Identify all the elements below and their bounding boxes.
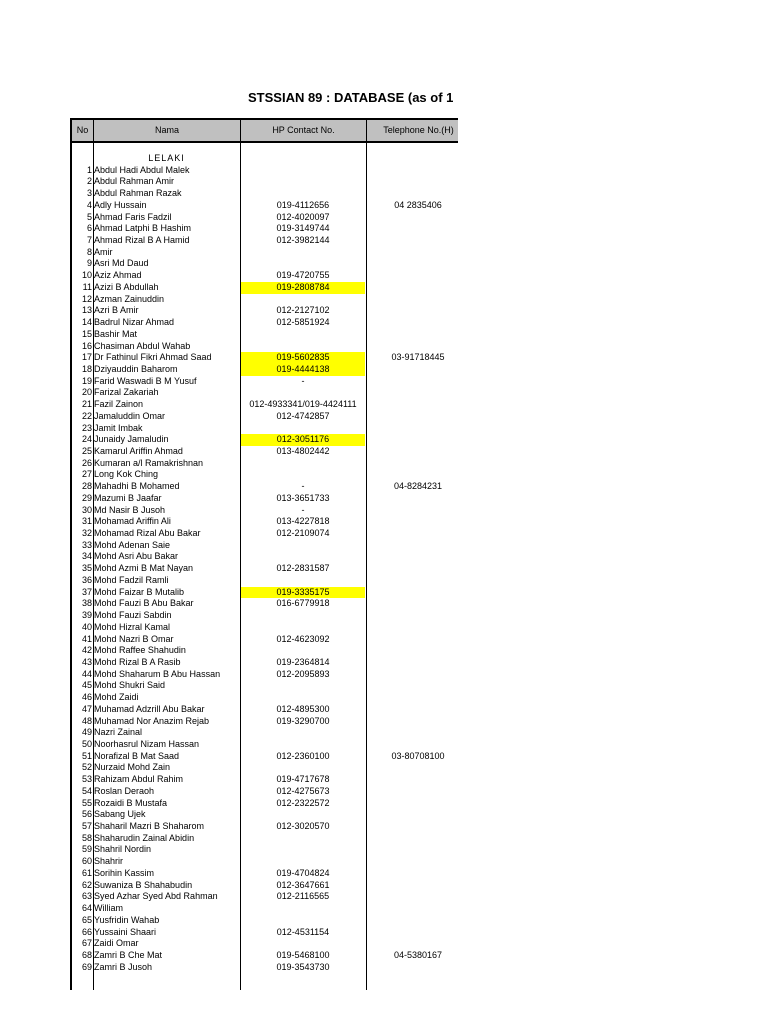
row-number: 33	[81, 539, 92, 550]
row-name: Bashir Mat	[94, 328, 138, 339]
table-row	[70, 844, 458, 856]
table-row	[70, 856, 458, 868]
row-number: 32	[81, 528, 92, 539]
table-row	[70, 751, 458, 763]
row-number: 24	[81, 434, 92, 445]
row-number: 36	[81, 574, 92, 585]
row-number: 61	[81, 867, 92, 878]
row-hp-contact: 012-2109074	[276, 528, 330, 539]
table-row	[70, 387, 458, 399]
row-name: Mazumi B Jaafar	[94, 492, 162, 503]
row-name: Zamri B Jusoh	[94, 961, 153, 972]
row-hp-contact: 019-3543730	[276, 961, 330, 972]
row-name: Mohd Asri Abu Bakar	[94, 551, 179, 562]
row-number: 3	[86, 188, 92, 199]
table-row	[70, 352, 458, 364]
row-name: Rozaidi B Mustafa	[94, 797, 168, 808]
row-name: Azri B Amir	[94, 305, 139, 316]
row-number: 27	[81, 469, 92, 480]
row-number: 17	[81, 352, 92, 363]
row-hp-contact: 013-3651733	[276, 492, 330, 503]
row-name: Ahmad Rizal B A Hamid	[94, 235, 190, 246]
table-row	[70, 634, 458, 646]
row-name: Dr Fathinul Fikri Ahmad Saad	[94, 352, 212, 363]
row-name: Badrul Nizar Ahmad	[94, 317, 175, 328]
row-number: 6	[86, 223, 92, 234]
table-row	[70, 458, 458, 470]
row-name: Fazil Zainon	[94, 399, 144, 410]
table-row	[70, 880, 458, 892]
row-number: 52	[81, 762, 92, 773]
row-name: Mohd Adenan Saie	[94, 539, 171, 550]
row-hp-contact: 012-4020097	[276, 211, 330, 222]
table-row	[70, 598, 458, 610]
table-row	[70, 282, 458, 294]
row-hp-contact: -	[301, 375, 305, 386]
row-name: Mohd Hizral Kamal	[94, 621, 171, 632]
table-row	[70, 762, 458, 774]
table-row	[70, 645, 458, 657]
row-name: Rahizam Abdul Rahim	[94, 774, 184, 785]
row-number: 29	[81, 492, 92, 503]
table-row	[70, 727, 458, 739]
row-name: Roslan Deraoh	[94, 785, 155, 796]
row-hp-contact: 012-4742857	[276, 410, 330, 421]
table-row	[70, 669, 458, 681]
table-row	[70, 680, 458, 692]
row-number: 66	[81, 926, 92, 937]
row-number: 23	[81, 422, 92, 433]
table-row	[70, 247, 458, 259]
row-hp-contact: 016-6779918	[276, 598, 330, 609]
table-row	[70, 915, 458, 927]
row-name: Mohd Faizar B Mutalib	[94, 586, 185, 597]
row-hp-contact: 019-3335175	[241, 587, 365, 599]
row-name: Mohd Raffee Shahudin	[94, 645, 186, 656]
row-hp-contact: 012-4623092	[276, 633, 330, 644]
table-row	[70, 212, 458, 224]
row-number: 39	[81, 610, 92, 621]
row-telephone: 04 2835406	[394, 199, 442, 210]
row-number: 7	[86, 235, 92, 246]
table-row	[70, 891, 458, 903]
row-name: Mohd Rizal B A Rasib	[94, 656, 181, 667]
row-number: 5	[86, 211, 92, 222]
row-hp-contact: 019-4704824	[276, 867, 330, 878]
row-name: Mohd Fauzi B Abu Bakar	[94, 598, 194, 609]
row-number: 31	[81, 516, 92, 527]
row-number: 47	[81, 703, 92, 714]
row-name: Yussaini Shaari	[94, 926, 157, 937]
row-number: 8	[86, 246, 92, 257]
row-number: 56	[81, 809, 92, 820]
table-row	[70, 411, 458, 423]
row-number: 43	[81, 656, 92, 667]
table-row	[70, 938, 458, 950]
row-number: 45	[81, 680, 92, 691]
column-header-nama: Nama	[93, 120, 240, 141]
table-row	[70, 809, 458, 821]
table-row	[70, 704, 458, 716]
row-number: 58	[81, 832, 92, 843]
table-row	[70, 270, 458, 282]
table-row	[70, 774, 458, 786]
column-header-no: No	[70, 120, 93, 141]
column-header-telephone: Telephone No.(H)	[366, 120, 458, 141]
row-number: 18	[81, 363, 92, 374]
row-number: 53	[81, 774, 92, 785]
table-row	[70, 188, 458, 200]
row-number: 28	[81, 481, 92, 492]
table-row	[70, 798, 458, 810]
table-row	[70, 317, 458, 329]
row-name: Mohd Shaharum B Abu Hassan	[94, 668, 221, 679]
row-hp-contact: 012-5851924	[276, 317, 330, 328]
row-hp-contact: 012-4275673	[276, 785, 330, 796]
table-row	[70, 821, 458, 833]
row-name: Shaharil Mazri B Shaharom	[94, 821, 205, 832]
table-row	[70, 833, 458, 845]
table-row	[70, 200, 458, 212]
row-name: Mohamad Ariffin Ali	[94, 516, 171, 527]
row-number: 59	[81, 844, 92, 855]
table-row	[70, 176, 458, 188]
table-row	[70, 423, 458, 435]
row-number: 49	[81, 727, 92, 738]
row-name: Jamit Imbak	[94, 422, 143, 433]
row-name: Suwaniza B Shahabudin	[94, 879, 193, 890]
row-hp-contact: 019-3149744	[276, 223, 330, 234]
table-row	[70, 786, 458, 798]
row-number: 2	[86, 176, 92, 187]
table-row	[70, 505, 458, 517]
table-row	[70, 376, 458, 388]
row-telephone: 03-80708100	[391, 750, 445, 761]
row-name: Ahmad Faris Fadzil	[94, 211, 172, 222]
row-number: 30	[81, 504, 92, 515]
row-number: 35	[81, 563, 92, 574]
row-number: 16	[81, 340, 92, 351]
row-name: Azman Zainuddin	[94, 293, 165, 304]
table-row	[70, 868, 458, 880]
table-row	[70, 927, 458, 939]
row-number: 13	[81, 305, 92, 316]
table-row	[70, 469, 458, 481]
row-hp-contact: 012-2831587	[276, 563, 330, 574]
row-hp-contact: -	[301, 481, 305, 492]
row-name: Aziz Ahmad	[94, 270, 142, 281]
table-row	[70, 305, 458, 317]
table-row	[70, 516, 458, 528]
row-name: Syed Azhar Syed Abd Rahman	[94, 891, 218, 902]
row-name: Junaidy Jamaludin	[94, 434, 169, 445]
table-row	[70, 551, 458, 563]
row-hp-contact: 012-2322572	[276, 797, 330, 808]
row-name: Adly Hussain	[94, 199, 147, 210]
row-name: Mohamad Rizal Abu Bakar	[94, 528, 201, 539]
row-name: Nurzaid Mohd Zain	[94, 762, 171, 773]
table-row	[70, 341, 458, 353]
row-number: 62	[81, 879, 92, 890]
row-hp-contact: 013-4227818	[276, 516, 330, 527]
row-number: 57	[81, 821, 92, 832]
row-number: 14	[81, 317, 92, 328]
row-number: 68	[81, 949, 92, 960]
row-hp-contact: 012-2095893	[276, 668, 330, 679]
row-number: 63	[81, 891, 92, 902]
row-hp-contact: 012-2360100	[276, 750, 330, 761]
row-number: 38	[81, 598, 92, 609]
row-number: 11	[82, 281, 92, 292]
table-row	[70, 610, 458, 622]
row-number: 44	[81, 668, 92, 679]
row-name: Abdul Rahman Razak	[94, 188, 182, 199]
table-row	[70, 716, 458, 728]
row-hp-contact: 012-4895300	[276, 703, 330, 714]
row-name: Farid Waswadi B M Yusuf	[94, 375, 197, 386]
row-name: Md Nasir B Jusoh	[94, 504, 166, 515]
table-row	[70, 258, 458, 270]
row-name: Nazri Zainal	[94, 727, 143, 738]
row-name: Shahrir	[94, 856, 124, 867]
row-number: 1	[86, 164, 92, 175]
row-hp-contact: 019-4720755	[276, 270, 330, 281]
table-row	[70, 657, 458, 669]
row-number: 65	[81, 914, 92, 925]
row-hp-contact: 019-5602835	[241, 352, 365, 364]
table-row	[70, 165, 458, 177]
row-hp-contact: 012-3051176	[241, 434, 365, 446]
row-number: 37	[81, 586, 92, 597]
section-label: LELAKI	[148, 153, 185, 163]
row-name: Farizal Zakariah	[94, 387, 159, 398]
row-number: 69	[81, 961, 92, 972]
table-row	[70, 563, 458, 575]
table-row	[70, 575, 458, 587]
table-row	[70, 962, 458, 974]
row-name: Kumaran a/l Ramakrishnan	[94, 457, 204, 468]
column-header-hp: HP Contact No.	[240, 120, 366, 141]
row-hp-contact: 012-2116565	[276, 891, 330, 902]
row-hp-contact: 019-3290700	[276, 715, 330, 726]
row-number: 9	[86, 258, 92, 269]
row-number: 60	[81, 856, 92, 867]
page-title: STSSIAN 89 : DATABASE (as of 1	[248, 90, 454, 105]
table-row	[70, 622, 458, 634]
row-name: Muhamad Nor Anazim Rejab	[94, 715, 210, 726]
row-telephone: 03-91718445	[391, 352, 445, 363]
row-number: 41	[81, 633, 92, 644]
row-number: 34	[81, 551, 92, 562]
row-name: Sabang Ujek	[94, 809, 146, 820]
row-number: 15	[81, 328, 92, 339]
table-row	[70, 540, 458, 552]
row-hp-contact: 019-2364814	[276, 656, 330, 667]
row-number: 55	[81, 797, 92, 808]
row-hp-contact: 013-4802442	[276, 446, 330, 456]
row-name: Amir	[94, 246, 113, 257]
row-hp-contact: 012-3982144	[276, 235, 330, 246]
row-name: Muhamad Adzrill Abu Bakar	[94, 703, 205, 714]
row-name: Mohd Azmi B Mat Nayan	[94, 563, 194, 574]
table-row	[70, 587, 458, 599]
table-row	[70, 903, 458, 915]
row-number: 64	[81, 903, 92, 914]
database-table	[70, 118, 458, 990]
row-hp-contact: 019-5468100	[276, 949, 330, 960]
row-number: 19	[81, 375, 92, 386]
table-row	[70, 294, 458, 306]
table-row	[70, 446, 458, 458]
table-row	[70, 364, 458, 376]
row-hp-contact: 019-2808784	[241, 282, 365, 294]
row-number: 40	[81, 621, 92, 632]
row-number: 46	[81, 692, 92, 703]
row-name: Sorihin Kassim	[94, 867, 155, 878]
row-number: 67	[81, 938, 92, 949]
row-hp-contact: 012-2127102	[276, 305, 330, 316]
row-name: Yusfridin Wahab	[94, 914, 160, 925]
row-name: William	[94, 903, 123, 914]
table-row	[70, 481, 458, 493]
row-hp-contact: 012-4531154	[276, 926, 330, 937]
row-hp-contact: 019-4717678	[276, 774, 330, 785]
row-name: Ahmad Latphi B Hashim	[94, 223, 192, 234]
table-row	[70, 399, 458, 411]
table-row	[70, 223, 458, 235]
row-name: Shaharudin Zainal Abidin	[94, 832, 195, 843]
row-name: Kamarul Ariffin Ahmad	[94, 446, 183, 456]
row-number: 42	[81, 645, 92, 656]
row-number: 51	[81, 750, 92, 761]
row-name: Long Kok Ching	[94, 469, 159, 480]
row-number: 25	[81, 446, 92, 456]
table-row	[70, 434, 458, 446]
row-name: Mahadhi B Mohamed	[94, 481, 180, 492]
row-number: 50	[81, 739, 92, 749]
table-row	[70, 493, 458, 505]
row-telephone: 04-8284231	[393, 481, 443, 492]
row-name: Mohd Nazri B Omar	[94, 633, 174, 644]
row-number: 22	[81, 410, 92, 421]
table-row	[70, 950, 458, 962]
row-telephone: 04-5380167	[393, 949, 443, 960]
row-name: Zaidi Omar	[94, 938, 139, 949]
row-name: Abdul Hadi Abdul Malek	[94, 164, 190, 175]
row-number: 12	[81, 293, 92, 304]
row-number: 48	[81, 715, 92, 726]
row-number: 4	[86, 199, 92, 210]
table-row	[70, 692, 458, 704]
row-hp-contact: -	[301, 504, 305, 515]
row-name: Zamri B Che Mat	[94, 949, 163, 960]
row-name: Mohd Fadzil Ramli	[94, 574, 169, 585]
table-header	[70, 118, 458, 143]
row-name: Shahril Nordin	[94, 844, 152, 855]
row-number: 10	[81, 270, 92, 281]
row-hp-contact: 012-3020570	[276, 821, 330, 832]
table-row	[70, 329, 458, 341]
row-hp-contact: 019-4112656	[276, 199, 330, 210]
row-name: Norafizal B Mat Saad	[94, 750, 180, 761]
row-hp-contact: 019-4444138	[241, 364, 365, 376]
row-hp-contact: 012-3647661	[276, 879, 330, 890]
row-name: Chasiman Abdul Wahab	[94, 340, 191, 351]
row-number: 20	[81, 387, 92, 398]
row-name: Jamaluddin Omar	[94, 410, 166, 421]
row-number: 26	[81, 457, 92, 468]
row-name: Mohd Shukri Said	[94, 680, 166, 691]
row-number: 54	[81, 785, 92, 796]
row-name: Mohd Zaidi	[94, 692, 139, 703]
row-name: Mohd Fauzi Sabdin	[94, 610, 172, 621]
row-number: 21	[81, 399, 92, 410]
row-name: Abdul Rahman Amir	[94, 176, 175, 187]
row-name: Dziyauddin Baharom	[94, 363, 178, 374]
table-row	[70, 739, 458, 751]
row-name: Azizi B Abdullah	[94, 281, 159, 292]
row-hp-contact: 012-4933341/019-4424111	[249, 399, 357, 410]
row-name: Noorhasrul Nizam Hassan	[94, 739, 200, 749]
table-row	[70, 528, 458, 540]
row-name: Asri Md Daud	[94, 258, 149, 269]
table-row	[70, 235, 458, 247]
